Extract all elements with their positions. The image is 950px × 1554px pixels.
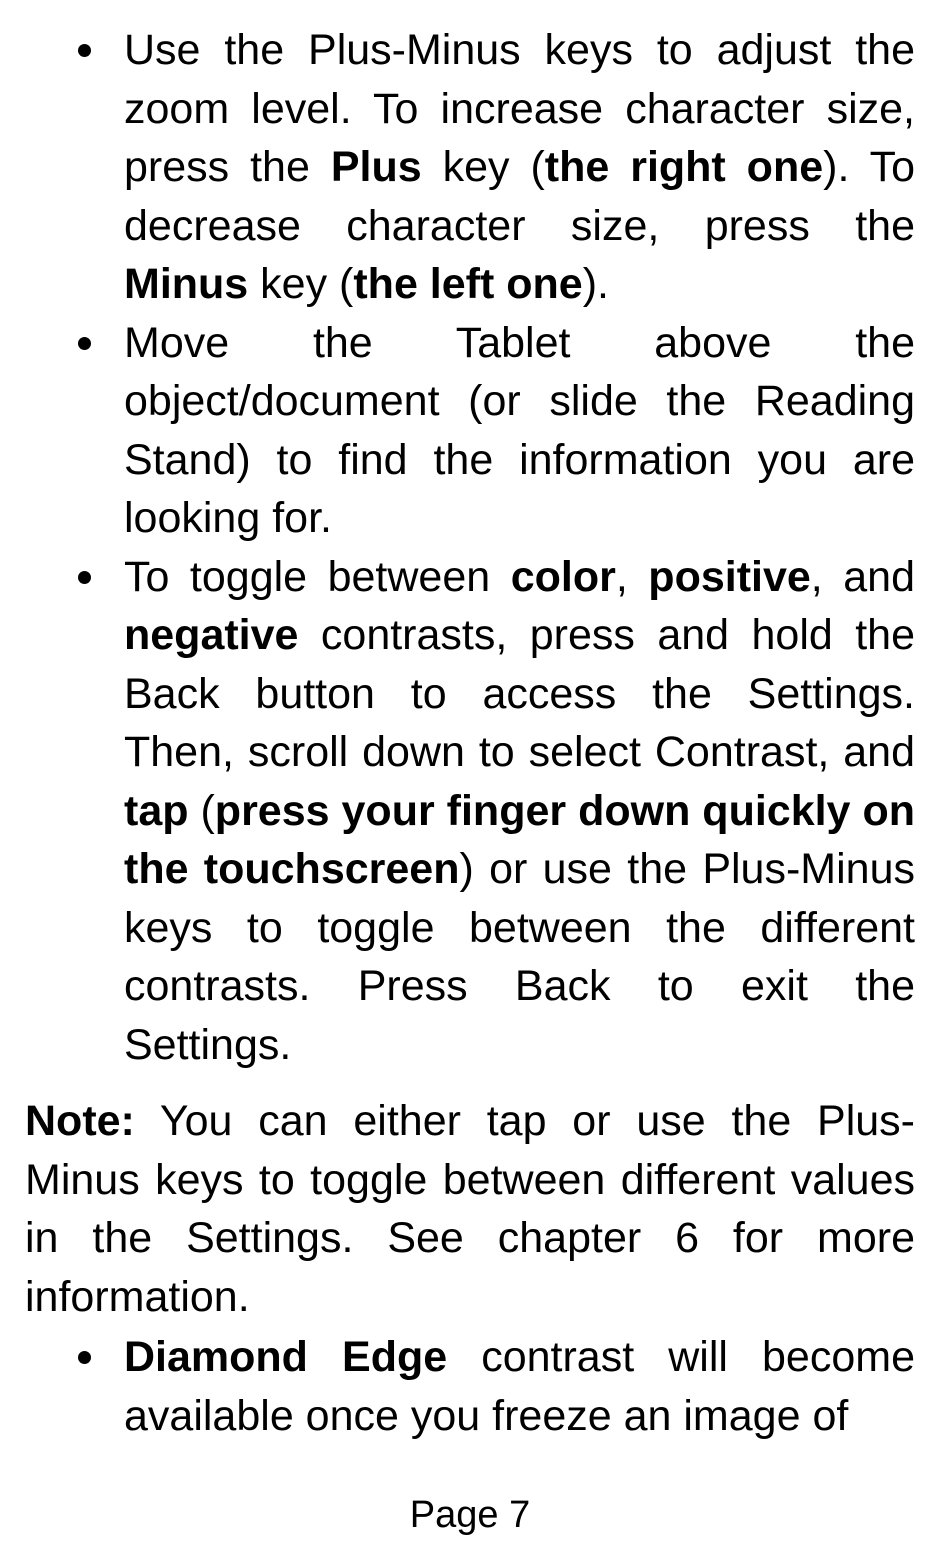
bullet-list-bottom xyxy=(0,1328,950,1445)
note-text: You can either tap or use the Plus-Minus keys to toggle between different values in the Settings. See chapter 6 for more information. xyxy=(25,1097,915,1321)
text-run: Move the Tablet above the object/document (or slide the Reading Stand) to find the information you are looking for. xyxy=(124,318,915,542)
text-run: Use the Plus-Minus keys to adjust the zoom level. To increase character size, press the xyxy=(124,26,915,191)
bullet-item-contrast xyxy=(0,548,950,1075)
bullet-text xyxy=(124,319,915,543)
text-run: , and xyxy=(810,552,915,601)
note-paragraph xyxy=(25,1092,915,1326)
bullet-icon xyxy=(78,1351,91,1364)
bold-text-run: Diamond Edge xyxy=(124,1333,448,1381)
bold-text-run: tap xyxy=(124,786,189,835)
text-run: ). To decrease character size, press the xyxy=(124,143,915,250)
text-run: contrast will become available once you freeze an image of xyxy=(124,1333,915,1440)
text-run: key ( xyxy=(421,143,545,191)
text-run: ) or use the Plus-Minus keys to toggle between the different contrasts. Press Back to exit the Settings. xyxy=(124,845,915,1069)
text-run: ( xyxy=(188,786,215,835)
bullet-list-top xyxy=(0,21,950,1074)
bold-text-run: color xyxy=(510,552,616,601)
bullet-text xyxy=(124,1333,915,1440)
bullet-text xyxy=(124,553,915,1069)
text-run: To toggle between xyxy=(124,552,511,601)
text-run: key ( xyxy=(248,260,354,308)
bold-text-run: press your finger down quickly on the touchscreen xyxy=(124,786,915,893)
bold-text-run: the right one xyxy=(544,143,824,191)
bullet-icon xyxy=(78,337,91,350)
page-number: Page 7 xyxy=(409,1494,531,1536)
bullet-item-diamond-edge xyxy=(0,1328,950,1445)
bold-text-run: Plus xyxy=(330,143,422,191)
bold-text-run: Minus xyxy=(124,260,249,308)
text-run: , xyxy=(615,552,649,601)
note-label: Note: xyxy=(25,1097,135,1145)
bullet-text xyxy=(124,26,915,308)
bold-text-run: the left one xyxy=(353,260,583,308)
bold-text-run: negative xyxy=(124,611,299,659)
bullet-icon xyxy=(78,44,91,57)
text-run: ). xyxy=(582,260,609,308)
bold-text-run: positive xyxy=(648,552,811,601)
bullet-item-zoom xyxy=(0,21,950,314)
bullet-item-move-tablet xyxy=(0,314,950,548)
bullet-icon xyxy=(78,571,91,584)
text-run: contrasts, press and hold the Back button to access the Settings. Then, scroll down to select Contrast, and xyxy=(124,611,915,776)
